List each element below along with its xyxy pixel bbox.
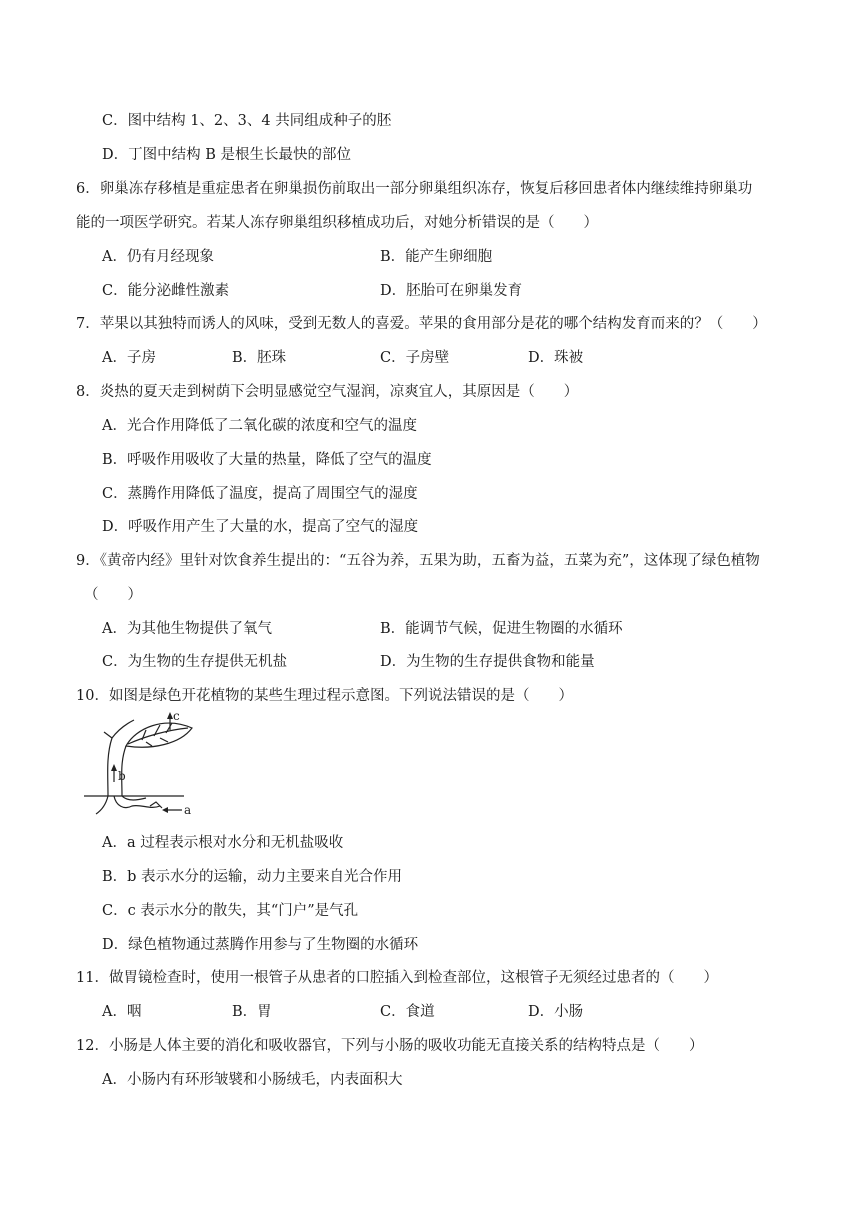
q6-stem-line1: 6．卵巢冻存移植是重症患者在卵巢损伤前取出一部分卵巢组织冻存，恢复后移回患者体内继续维持卵巢功 bbox=[76, 181, 753, 197]
q9-option-b: B．能调节气候，促进生物圈的水循环 bbox=[380, 621, 623, 637]
plant-process-diagram bbox=[84, 706, 196, 822]
q11-option-c: C．食道 bbox=[380, 1004, 435, 1020]
q8-option-c: C．蒸腾作用降低了温度，提高了周围空气的湿度 bbox=[102, 486, 418, 502]
trunk-left bbox=[104, 732, 112, 796]
q9-option-d: D．为生物的生存提供食物和能量 bbox=[380, 654, 595, 670]
label-a: a bbox=[184, 803, 192, 817]
q7-option-a: A．子房 bbox=[102, 350, 156, 366]
q5-option-d: D．丁图中结构 B 是根生长最快的部位 bbox=[102, 147, 351, 163]
q9-stem-line2: （ ） bbox=[84, 587, 142, 603]
q10-stem: 10．如图是绿色开花植物的某些生理过程示意图。下列说法错误的是（ ） bbox=[76, 688, 573, 704]
q8-option-b: B．呼吸作用吸收了大量的热量，降低了空气的温度 bbox=[102, 452, 432, 468]
q7-option-b: B．胚珠 bbox=[232, 350, 287, 366]
label-b: b bbox=[118, 769, 126, 783]
label-c: c bbox=[173, 709, 180, 723]
q11-option-b: B．胃 bbox=[232, 1004, 272, 1020]
q5-option-c: C．图中结构 1、2、3、4 共同组成种子的胚 bbox=[102, 113, 392, 129]
q8-option-a: A．光合作用降低了二氧化碳的浓度和空气的温度 bbox=[102, 418, 417, 434]
q10-option-a: A．a 过程表示根对水分和无机盐吸收 bbox=[102, 835, 344, 851]
q6-option-d: D．胚胎可在卵巢发育 bbox=[380, 283, 523, 299]
q6-option-c: C．能分泌雌性激素 bbox=[102, 283, 230, 299]
q8-option-d: D．呼吸作用产生了大量的水，提高了空气的湿度 bbox=[102, 519, 419, 535]
root-left bbox=[96, 796, 108, 814]
q12-option-a: A．小肠内有环形皱襞和小肠绒毛，内表面积大 bbox=[102, 1072, 403, 1088]
q9-stem-line1: 9．《黄帝内经》里针对饮食养生提出的：“五谷为养，五果为助，五畜为益，五菜为充”，这体现了绿色植物 bbox=[76, 553, 760, 569]
q10-option-d: D．绿色植物通过蒸腾作用参与了生物圈的水循环 bbox=[102, 937, 419, 953]
branch bbox=[112, 720, 134, 738]
q7-option-c: C．子房壁 bbox=[380, 350, 450, 366]
q7-stem: 7．苹果以其独特而诱人的风味，受到无数人的喜爱。苹果的食用部分是花的哪个结构发育而来的？（ ） bbox=[76, 316, 767, 332]
q11-option-a: A．咽 bbox=[102, 1004, 142, 1020]
root-main bbox=[114, 796, 160, 808]
q9-option-c: C．为生物的生存提供无机盐 bbox=[102, 654, 288, 670]
q7-option-d: D．珠被 bbox=[528, 350, 584, 366]
q8-stem: 8．炎热的夏天走到树荫下会明显感觉空气湿润，凉爽宜人，其原因是（ ） bbox=[76, 384, 579, 400]
q9-option-a: A．为其他生物提供了氧气 bbox=[102, 621, 272, 637]
q12-stem: 12．小肠是人体主要的消化和吸收器官，下列与小肠的吸收功能无直接关系的结构特点是（ ） bbox=[76, 1038, 704, 1054]
q10-option-c: C．c 表示水分的散失，其“门户”是气孔 bbox=[102, 903, 359, 919]
q11-stem: 11．做胃镜检查时，使用一根管子从患者的口腔插入到检查部位，这根管子无须经过患者的（ ） bbox=[76, 970, 718, 986]
q10-option-b: B．b 表示水分的运输，动力主要来自光合作用 bbox=[102, 869, 403, 885]
q6-stem-line2: 能的一项医学研究。若某人冻存卵巢组织移植成功后，对她分析错误的是（ ） bbox=[76, 215, 598, 231]
q11-option-d: D．小肠 bbox=[528, 1004, 584, 1020]
q6-option-a: A．仍有月经现象 bbox=[102, 249, 214, 265]
q6-option-b: B．能产生卵细胞 bbox=[380, 249, 493, 265]
